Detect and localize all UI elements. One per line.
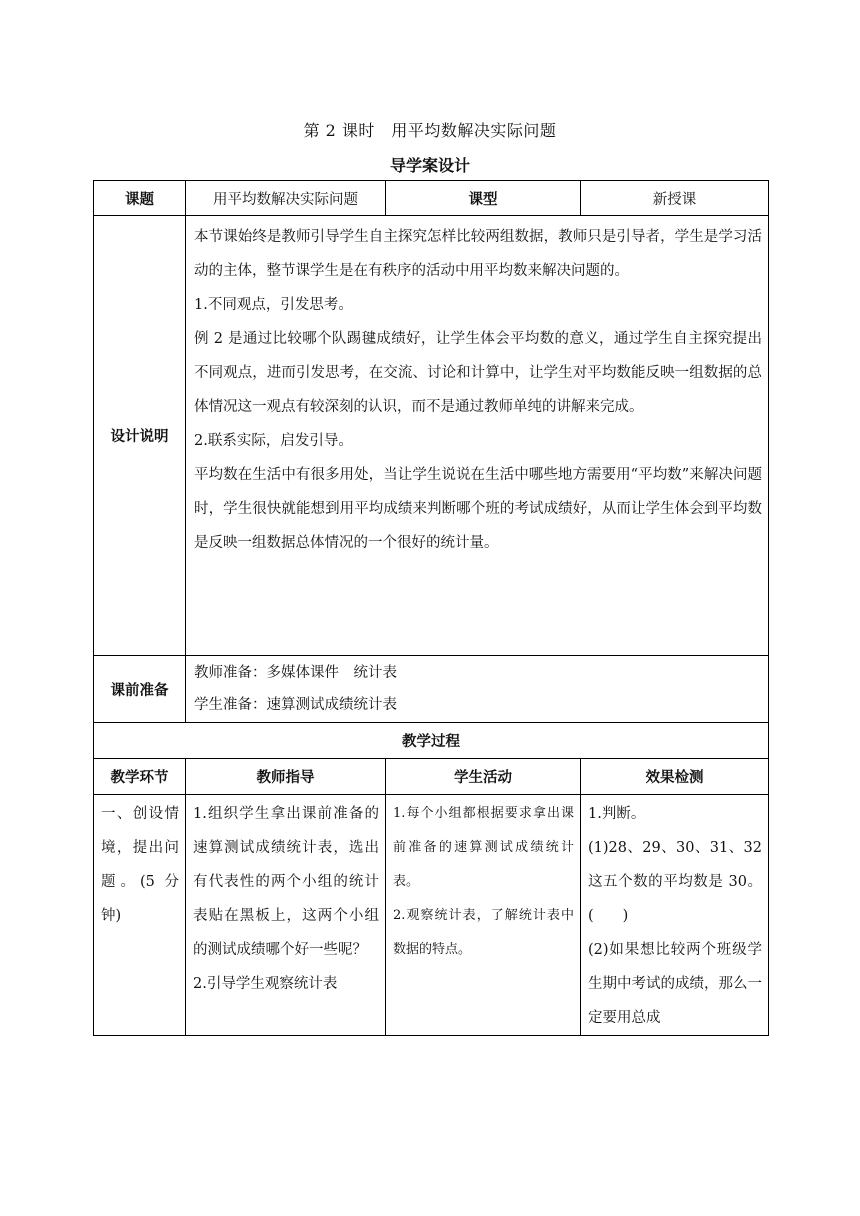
teacher-step: 2.引导学生观察统计表 [193, 976, 338, 992]
design-paragraph: 1.不同观点，引发思考。 [194, 297, 353, 313]
teacher-prep: 教师准备：多媒体课件 统计表 [194, 665, 397, 681]
process-title-row [94, 723, 769, 759]
prep-content [186, 656, 769, 723]
student-step: 1.每个小组都根据要求拿出课前准备的速算测试成绩统计表。 [393, 806, 574, 889]
design-paragraph: 本节课始终是教师引导学生自主探究怎样比较两组数据，教师只是引导者，学生是学习活动的主体，整节课学生是在有秩序的活动中用平均数来解决问题的。 [194, 229, 762, 279]
type-value: 新授课 [581, 181, 769, 216]
check-item: (1)28、29、30、31、32 这五个数的平均数是 30。( ) [588, 840, 762, 924]
prep-row [94, 656, 769, 723]
teacher-step: 1.组织学生拿出课前准备的速算测试成绩统计表，选出有代表性的两个小组的统计表贴在黑板上，这两个小组的测试成绩哪个好一些呢？ [193, 806, 379, 958]
design-label: 设计说明 [94, 216, 186, 656]
column-header-stage: 教学环节 [94, 759, 186, 795]
student-step: 2.观察统计表，了解统计表中数据的特点。 [393, 908, 574, 957]
teacher-guidance-cell [186, 795, 386, 1036]
stage-cell [94, 795, 186, 1036]
design-paragraph: 2.联系实际，启发引导。 [194, 433, 353, 449]
check-item: (2)如果想比较两个班级学生期中考试的成绩，那么一定要用总成 [588, 942, 762, 1026]
topic-value: 用平均数解决实际问题 [186, 181, 386, 216]
process-title: 教学过程 [94, 723, 769, 759]
topic-label: 课题 [94, 181, 186, 216]
type-label: 课型 [386, 181, 581, 216]
process-header-row [94, 759, 769, 795]
design-content [186, 216, 769, 656]
check-item: 1.判断。 [588, 806, 646, 822]
design-row [94, 216, 769, 656]
student-prep: 学生准备：速算测试成绩统计表 [194, 697, 397, 713]
stage-text: 一、创设情境，提出问题。(5 分钟) [101, 806, 179, 924]
column-header-teacher: 教师指导 [186, 759, 386, 795]
design-paragraph: 平均数在生活中有很多用处，当让学生说说在生活中哪些地方需要用“平均数”来解决问题时，学生很快就能想到用平均成绩来判断哪个班的考试成绩好，从而让学生体会到平均数是反映一组数据总体情况的一个很好的统计量。 [194, 467, 762, 551]
process-row [94, 795, 769, 1036]
student-activity-cell [386, 795, 581, 1036]
effect-check-cell [581, 795, 769, 1036]
lesson-title: 第 2 课时 用平均数解决实际问题 [303, 121, 557, 140]
topic-row [94, 181, 769, 216]
column-header-check: 效果检测 [581, 759, 769, 795]
design-paragraph: 例 2 是通过比较哪个队踢毽成绩好，让学生体会平均数的意义，通过学生自主探究提出不同观点，进而引发思考，在交流、讨论和计算中，让学生对平均数能反映一组数据的总体情况这一观点有较深刻的认识，而不是通过教师单纯的讲解来完成。 [194, 331, 762, 415]
lesson-plan-table [93, 180, 769, 1036]
document-subtitle: 导学案设计 [389, 156, 470, 175]
column-header-student: 学生活动 [386, 759, 581, 795]
prep-label: 课前准备 [94, 656, 186, 723]
